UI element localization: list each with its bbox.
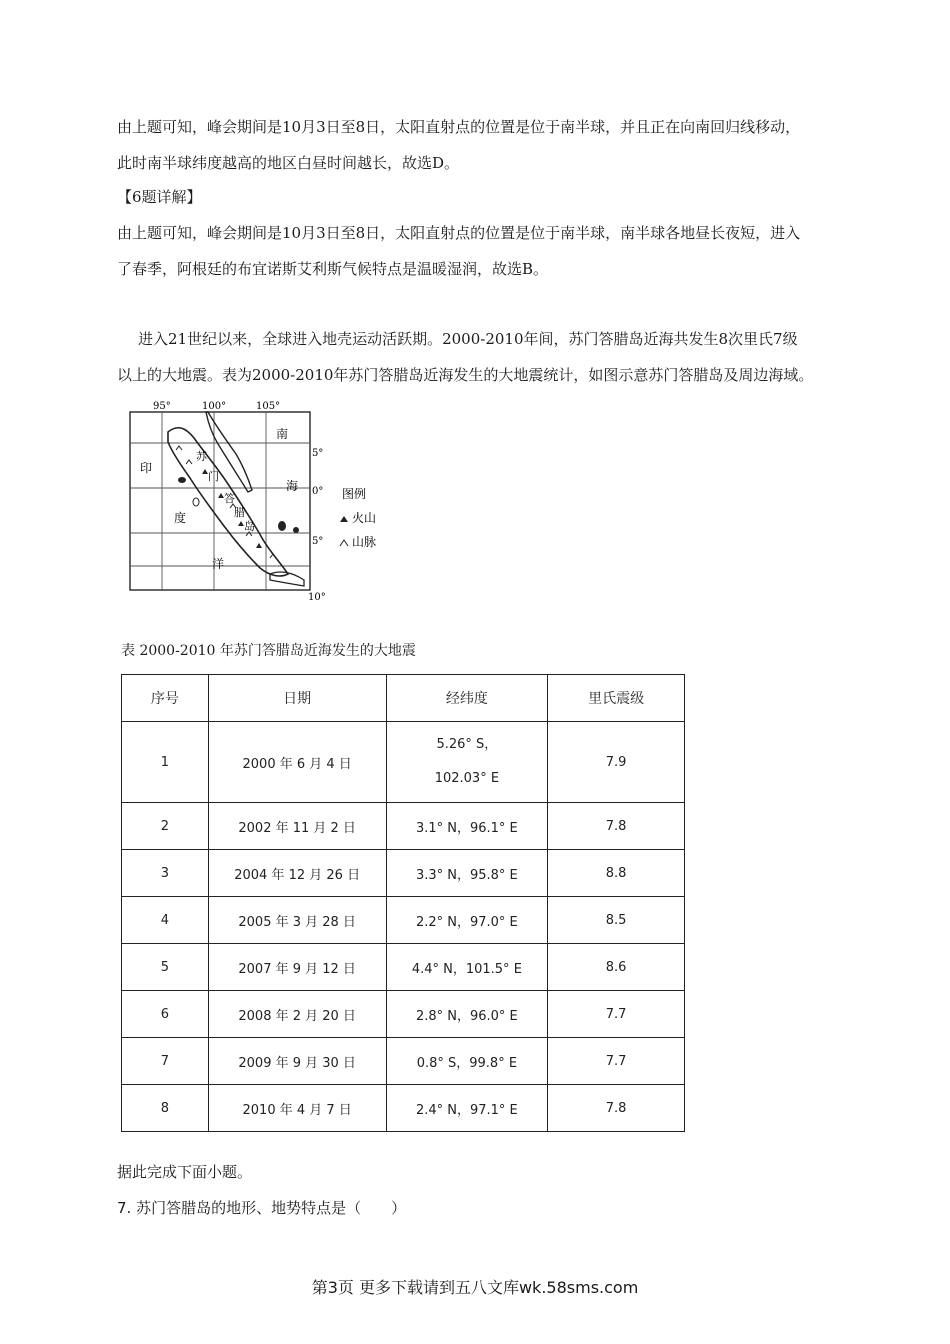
island-label: 门 bbox=[208, 470, 219, 483]
page-footer: 第3页 更多下载请到五八文库wk.58sms.com bbox=[311, 1278, 639, 1297]
legend-title: 图例 bbox=[342, 487, 367, 501]
cell-magnitude: 8.6 bbox=[548, 944, 685, 991]
table-row bbox=[122, 803, 685, 850]
cell-coord bbox=[386, 722, 548, 803]
legend-volcano-icon bbox=[340, 516, 348, 522]
paragraph-q6-detail-1: 由上题可知，峰会期间是10月3日至8日，太阳直射点的位置是位于南半球，南半球各地昼长夜短，进入 bbox=[117, 224, 801, 242]
island-label: 腊 bbox=[234, 506, 245, 519]
cell-date: 2005 年 3 月 28 日 bbox=[208, 897, 386, 944]
paragraph-explanation-2: 此时南半球纬度越高的地区白昼时间越长，故选D。 bbox=[117, 154, 460, 172]
table-row bbox=[122, 1085, 685, 1132]
cell-coord: 2.4° N，97.1° E bbox=[386, 1085, 548, 1132]
cell-date: 2008 年 2 月 20 日 bbox=[208, 991, 386, 1038]
lat-label: 0° bbox=[312, 486, 324, 497]
sea-label: 印 bbox=[140, 461, 153, 475]
sea-label: 南 bbox=[276, 427, 289, 441]
cell-date: 2004 年 12 月 26 日 bbox=[208, 850, 386, 897]
table-row bbox=[122, 722, 685, 803]
cell-date: 2000 年 6 月 4 日 bbox=[208, 722, 386, 803]
cell-date: 2002 年 11 月 2 日 bbox=[208, 803, 386, 850]
lon-label: 95° bbox=[153, 401, 171, 412]
island-label: 苏 bbox=[196, 450, 207, 463]
cell-magnitude: 8.8 bbox=[548, 850, 685, 897]
small-island bbox=[293, 527, 299, 533]
small-island bbox=[193, 498, 199, 506]
cell-coord: 0.8° S，99.8° E bbox=[386, 1038, 548, 1085]
cell-no: 6 bbox=[122, 991, 209, 1038]
cell-magnitude: 7.8 bbox=[548, 803, 685, 850]
cell-coord: 4.4° N，101.5° E bbox=[386, 944, 548, 991]
table-caption: 表 2000-2010 年苏门答腊岛近海发生的大地震 bbox=[121, 643, 416, 659]
cell-coord: 3.3° N，95.8° E bbox=[386, 850, 548, 897]
lon-label: 105° bbox=[256, 401, 281, 412]
cell-magnitude: 7.7 bbox=[548, 991, 685, 1038]
header-no: 序号 bbox=[122, 675, 209, 722]
sea-label: 度 bbox=[174, 511, 187, 525]
legend-mountain-label: 山脉 bbox=[352, 535, 377, 549]
table-row bbox=[122, 1038, 685, 1085]
coord-line-2: 102.03° E bbox=[434, 771, 500, 786]
cell-no: 7 bbox=[122, 1038, 209, 1085]
sumatra-map-figure bbox=[120, 398, 420, 603]
small-island bbox=[278, 521, 286, 531]
lat-label: 5° bbox=[312, 448, 324, 459]
cell-date: 2010 年 4 月 7 日 bbox=[208, 1085, 386, 1132]
paragraph-instruction: 据此完成下面小题。 bbox=[117, 1163, 253, 1181]
table-row bbox=[122, 944, 685, 991]
cell-date: 2007 年 9 月 12 日 bbox=[208, 944, 386, 991]
paragraph-intro-2: 以上的大地震。表为2000-2010年苏门答腊岛近海发生的大地震统计，如图示意苏门答腊岛及周边海域。 bbox=[117, 366, 814, 384]
cell-magnitude: 7.8 bbox=[548, 1085, 685, 1132]
cell-coord: 2.2° N，97.0° E bbox=[386, 897, 548, 944]
cell-no: 1 bbox=[122, 722, 209, 803]
lat-label: 5° bbox=[312, 536, 324, 547]
paragraph-q6-detail-2: 了春季，阿根廷的布宜诺斯艾利斯气候特点是温暖湿润，故选B。 bbox=[117, 260, 549, 278]
paragraph-intro-1: 进入21世纪以来，全球进入地壳运动活跃期。2000-2010年间，苏门答腊岛近海共发生8次里氏7级 bbox=[138, 330, 798, 348]
cell-date: 2009 年 9 月 30 日 bbox=[208, 1038, 386, 1085]
cell-no: 3 bbox=[122, 850, 209, 897]
island-label: 答 bbox=[224, 492, 235, 505]
cell-no: 5 bbox=[122, 944, 209, 991]
coord-line-1: 5.26° S， bbox=[436, 737, 498, 752]
table-row bbox=[122, 850, 685, 897]
paragraph-explanation-1: 由上题可知，峰会期间是10月3日至8日，太阳直射点的位置是位于南半球，并且正在向南回归线移动， bbox=[117, 118, 801, 136]
legend-mountain-icon bbox=[340, 540, 348, 546]
sea-label: 海 bbox=[286, 479, 299, 493]
sea-label: 洋 bbox=[212, 557, 225, 571]
lat-label: 10° bbox=[308, 592, 326, 603]
cell-coord: 3.1° N，96.1° E bbox=[386, 803, 548, 850]
small-island bbox=[178, 477, 186, 483]
earthquake-table bbox=[121, 674, 685, 1132]
island-label: 岛 bbox=[244, 520, 255, 533]
cell-magnitude: 7.9 bbox=[548, 722, 685, 803]
header-magnitude: 里氏震级 bbox=[548, 675, 685, 722]
table-row bbox=[122, 897, 685, 944]
cell-no: 2 bbox=[122, 803, 209, 850]
cell-magnitude: 7.7 bbox=[548, 1038, 685, 1085]
cell-coord: 2.8° N，96.0° E bbox=[386, 991, 548, 1038]
question-7: 7. 苏门答腊岛的地形、地势特点是（ ） bbox=[117, 1199, 407, 1217]
header-date: 日期 bbox=[208, 675, 386, 722]
header-coord: 经纬度 bbox=[386, 675, 548, 722]
cell-magnitude: 8.5 bbox=[548, 897, 685, 944]
cell-no: 8 bbox=[122, 1085, 209, 1132]
lon-label: 100° bbox=[202, 401, 227, 412]
section-heading-q6: 【6题详解】 bbox=[117, 188, 202, 206]
legend-volcano-label: 火山 bbox=[352, 511, 377, 525]
cell-no: 4 bbox=[122, 897, 209, 944]
table-row bbox=[122, 991, 685, 1038]
table-header-row bbox=[122, 675, 685, 722]
